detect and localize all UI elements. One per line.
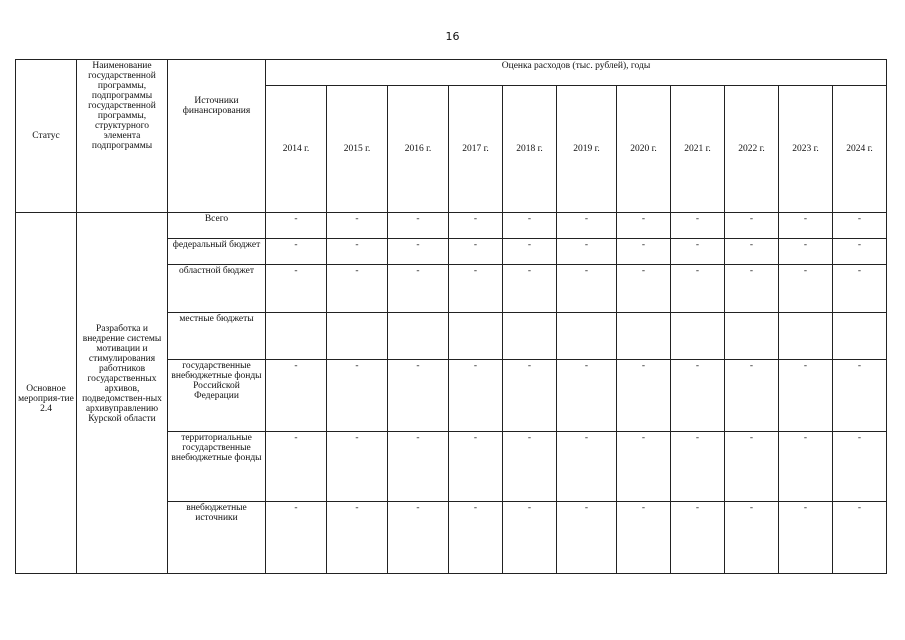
header-year: 2020 г. — [617, 86, 671, 213]
value-cell — [617, 313, 671, 360]
header-year: 2023 г. — [779, 86, 833, 213]
financing-source: территориальные государственные внебюджетные фонды — [168, 432, 266, 502]
value-cell: - — [617, 213, 671, 239]
value-cell — [266, 313, 327, 360]
header-name: Наименование государственной программы, подпрограммы государственной программы, структурного элемента подпрограммы — [77, 60, 168, 213]
value-cell: - — [503, 502, 557, 574]
value-cell: - — [449, 502, 503, 574]
value-cell: - — [327, 432, 388, 502]
value-cell: - — [557, 265, 617, 313]
header-year: 2014 г. — [266, 86, 327, 213]
header-year: 2024 г. — [833, 86, 887, 213]
value-cell: - — [557, 502, 617, 574]
value-cell: - — [725, 432, 779, 502]
value-cell: - — [557, 239, 617, 265]
value-cell: - — [557, 432, 617, 502]
value-cell: - — [503, 213, 557, 239]
value-cell: - — [671, 265, 725, 313]
table-row — [16, 213, 887, 239]
value-cell: - — [266, 239, 327, 265]
financing-source: федеральный бюджет — [168, 239, 266, 265]
value-cell: - — [327, 502, 388, 574]
value-cell: - — [557, 360, 617, 432]
value-cell — [557, 313, 617, 360]
value-cell: - — [266, 502, 327, 574]
value-cell: - — [388, 360, 449, 432]
value-cell: - — [617, 265, 671, 313]
value-cell: - — [617, 239, 671, 265]
value-cell — [779, 313, 833, 360]
header-year: 2018 г. — [503, 86, 557, 213]
value-cell: - — [449, 432, 503, 502]
value-cell — [503, 313, 557, 360]
value-cell: - — [779, 213, 833, 239]
value-cell: - — [833, 360, 887, 432]
header-year: 2015 г. — [327, 86, 388, 213]
row-status: Основное мероприя-тие 2.4 — [16, 213, 77, 574]
value-cell: - — [725, 360, 779, 432]
value-cell: - — [503, 239, 557, 265]
value-cell: - — [388, 239, 449, 265]
value-cell: - — [833, 213, 887, 239]
value-cell: - — [833, 239, 887, 265]
value-cell: - — [671, 432, 725, 502]
value-cell: - — [671, 239, 725, 265]
value-cell: - — [388, 432, 449, 502]
value-cell: - — [388, 213, 449, 239]
row-name: Разработка и внедрение системы мотивации и стимулирования работников государственных архивов, подведомствен-ных архивуправлению Курской области — [77, 213, 168, 574]
value-cell — [327, 313, 388, 360]
header-year: 2016 г. — [388, 86, 449, 213]
expenditure-table — [15, 59, 887, 574]
financing-source: местные бюджеты — [168, 313, 266, 360]
value-cell: - — [449, 213, 503, 239]
value-cell: - — [503, 432, 557, 502]
value-cell: - — [266, 265, 327, 313]
value-cell: - — [266, 432, 327, 502]
value-cell: - — [388, 265, 449, 313]
value-cell: - — [503, 360, 557, 432]
value-cell: - — [725, 502, 779, 574]
value-cell: - — [833, 502, 887, 574]
value-cell: - — [725, 265, 779, 313]
value-cell — [388, 313, 449, 360]
header-sources: Источники финансирования — [168, 60, 266, 213]
header-year: 2022 г. — [725, 86, 779, 213]
page-number: 16 — [445, 30, 460, 43]
value-cell: - — [725, 239, 779, 265]
value-cell: - — [725, 213, 779, 239]
value-cell: - — [779, 432, 833, 502]
header-status: Статус — [16, 60, 77, 213]
value-cell: - — [671, 502, 725, 574]
value-cell: - — [779, 265, 833, 313]
value-cell: - — [617, 502, 671, 574]
value-cell: - — [388, 502, 449, 574]
value-cell: - — [266, 360, 327, 432]
header-year: 2019 г. — [557, 86, 617, 213]
value-cell: - — [617, 432, 671, 502]
value-cell: - — [449, 239, 503, 265]
value-cell: - — [327, 213, 388, 239]
value-cell: - — [617, 360, 671, 432]
value-cell: - — [327, 360, 388, 432]
value-cell — [671, 313, 725, 360]
value-cell — [449, 313, 503, 360]
header-expense-estimate: Оценка расходов (тыс. рублей), годы — [266, 60, 887, 86]
value-cell: - — [266, 213, 327, 239]
value-cell: - — [779, 502, 833, 574]
value-cell: - — [833, 265, 887, 313]
value-cell — [725, 313, 779, 360]
value-cell: - — [327, 265, 388, 313]
financing-source: областной бюджет — [168, 265, 266, 313]
value-cell: - — [779, 239, 833, 265]
value-cell — [833, 313, 887, 360]
financing-source: государственные внебюджетные фонды Российской Федерации — [168, 360, 266, 432]
value-cell: - — [503, 265, 557, 313]
header-year: 2021 г. — [671, 86, 725, 213]
financing-source: Всего — [168, 213, 266, 239]
financing-source: внебюджетные источники — [168, 502, 266, 574]
value-cell: - — [671, 360, 725, 432]
value-cell: - — [779, 360, 833, 432]
value-cell: - — [557, 213, 617, 239]
value-cell: - — [327, 239, 388, 265]
value-cell: - — [833, 432, 887, 502]
value-cell: - — [449, 265, 503, 313]
value-cell: - — [671, 213, 725, 239]
value-cell: - — [449, 360, 503, 432]
header-year: 2017 г. — [449, 86, 503, 213]
